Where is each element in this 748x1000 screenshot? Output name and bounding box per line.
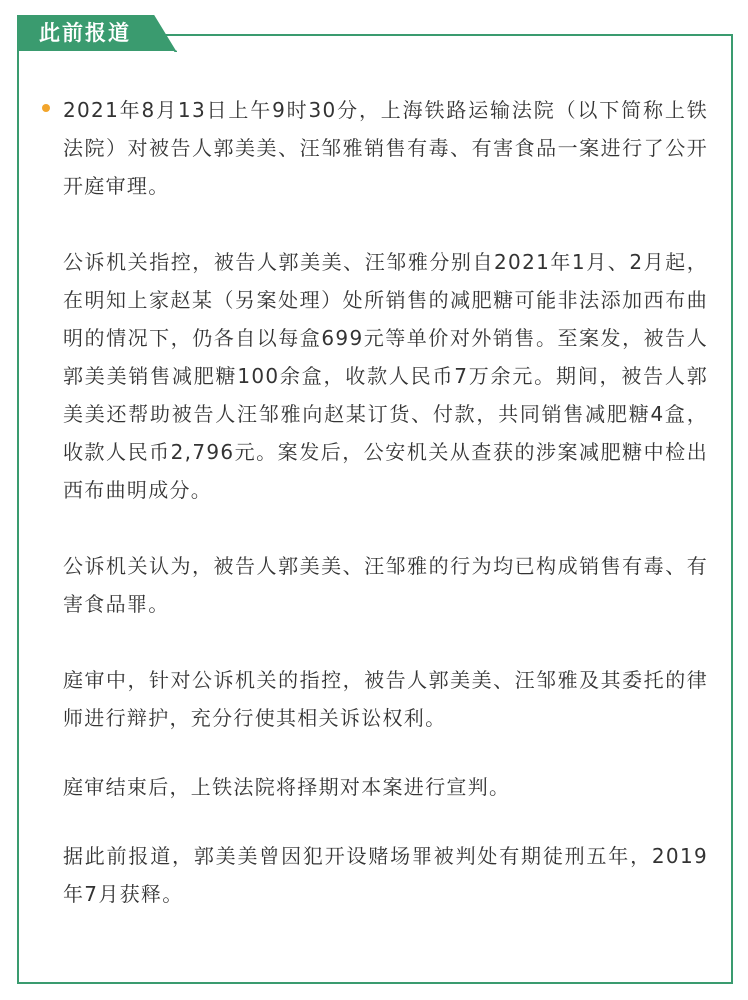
section-tab — [17, 15, 177, 52]
bullet-dot-icon — [42, 104, 50, 112]
section-title: 此前报道 — [39, 21, 131, 45]
paragraph-defense: 庭审中，针对公诉机关的指控，被告人郭美美、汪邹雅及其委托的律师进行辩护，充分行使其相关诉讼权利。 — [63, 668, 708, 730]
article-body — [63, 91, 708, 913]
paragraph-hearing: 2021年8月13日上午9时30分，上海铁路运输法院（以下简称上铁法院）对被告人郭美美、汪邹雅销售有毒、有害食品一案进行了公开开庭审理。 — [63, 98, 708, 198]
paragraph-accusation: 公诉机关指控，被告人郭美美、汪邹雅分别自2021年1月、2月起，在明知上家赵某（另案处理）处所销售的减肥糖可能非法添加西布曲明的情况下，仍各自以每盒699元等单价对外销售。至案发，被告人郭美美销售减肥糖100余盒，收款人民币7万余元。期间，被告人郭美美还帮助被告人汪邹雅向赵某订货、付款，共同销售减肥糖4盒，收款人民币2,796元。案发后，公安机关从查获的涉案减肥糖中检出西布曲明成分。 — [63, 250, 708, 502]
paragraph-prosecution-view: 公诉机关认为，被告人郭美美、汪邹雅的行为均已构成销售有毒、有害食品罪。 — [63, 554, 708, 616]
paragraph-background: 据此前报道，郭美美曾因犯开设赌场罪被判处有期徒刑五年，2019年7月获释。 — [63, 844, 708, 906]
paragraph-verdict-pending: 庭审结束后，上铁法院将择期对本案进行宣判。 — [63, 775, 511, 799]
